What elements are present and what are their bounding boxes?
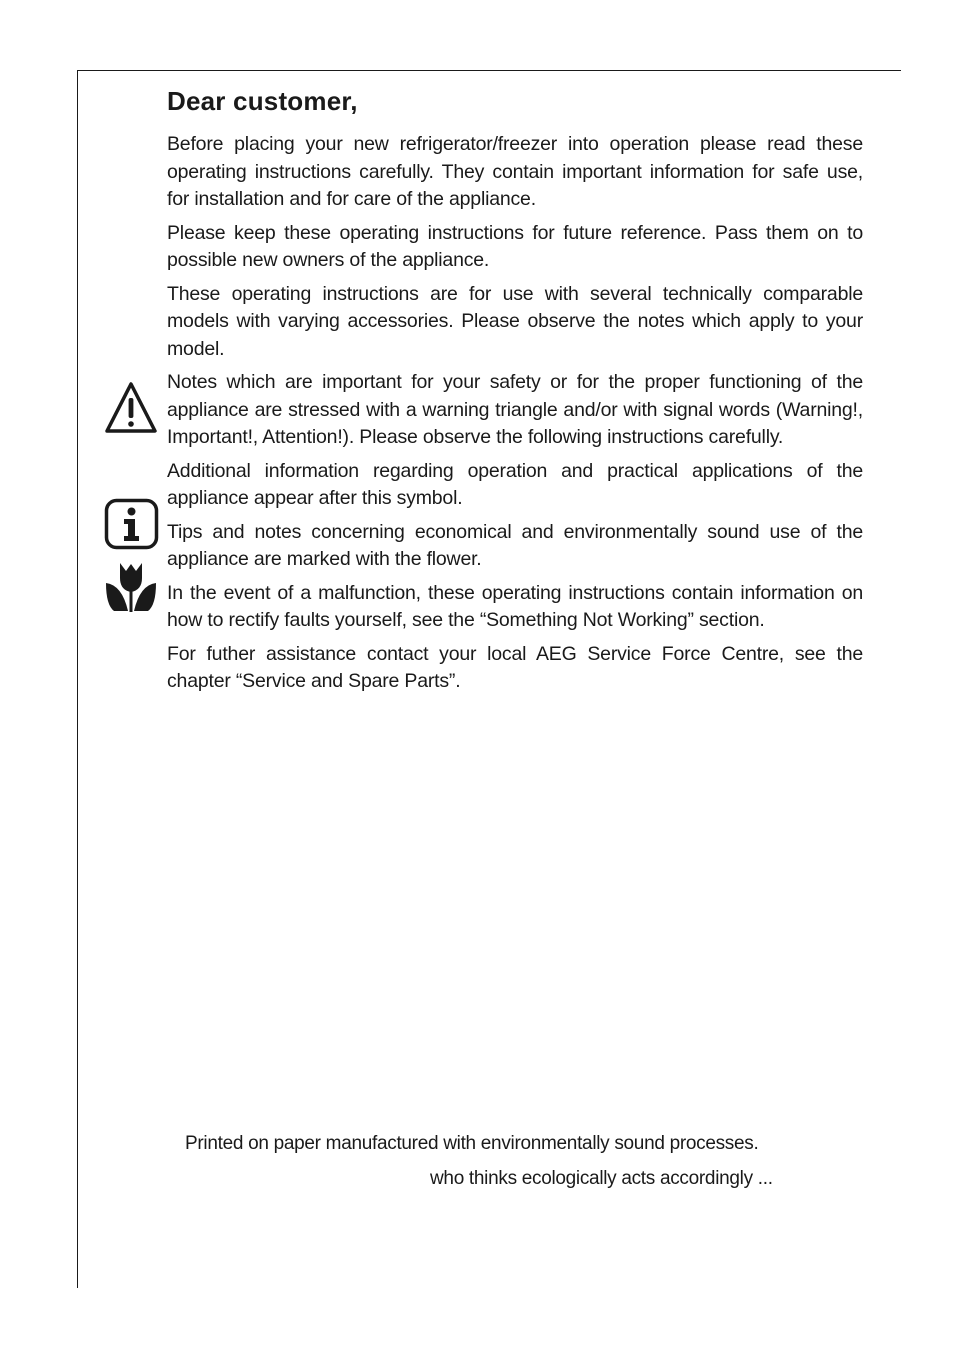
paragraph-malfunction: In the event of a malfunction, these operating instructions contain information on how to rectify faults yourself, see the “Something Not Working” section. <box>167 581 863 632</box>
paragraph-eco-tips: Tips and notes concerning economical and environmentally sound use of the appliance are marked with the flower. <box>167 520 863 571</box>
page-frame-top-rule <box>77 70 901 71</box>
footer-eco-slogan: who thinks ecologically acts accordingly ... <box>430 1168 773 1189</box>
page-heading: Dear customer, <box>167 86 358 116</box>
paragraph-service: For futher assistance contact your local AEG Service Force Centre, see the chapter “Service and Spare Parts”. <box>167 642 863 693</box>
paragraph-keep-instructions: Please keep these operating instructions for future reference. Pass them on to possible new owners of the appliance. <box>167 221 863 272</box>
info-icon <box>104 498 159 555</box>
main-content <box>167 86 863 702</box>
paragraph-models: These operating instructions are for use with several technically comparable models with varying accessories. Please observe the notes which apply to your model. <box>167 282 863 360</box>
warning-triangle-icon <box>104 381 158 440</box>
paragraph-info-notes: Additional information regarding operation and practical applications of the appliance appear after this symbol. <box>167 459 863 510</box>
page-frame-left-rule <box>77 70 78 1288</box>
paragraph-intro: Before placing your new refrigerator/freezer into operation please read these operating instructions carefully. They contain important information for safe use, for installation and for care of the appliance. <box>167 133 863 211</box>
paragraph-warning-notes: Notes which are important for your safety or for the proper functioning of the appliance are stressed with a warning triangle and/or with signal words (Warning!, Important!, Attention!). Please observe the following instructions carefully. <box>167 371 863 449</box>
footer-paper-note: Printed on paper manufactured with environmentally sound processes. <box>185 1133 759 1154</box>
flower-icon <box>104 561 158 618</box>
